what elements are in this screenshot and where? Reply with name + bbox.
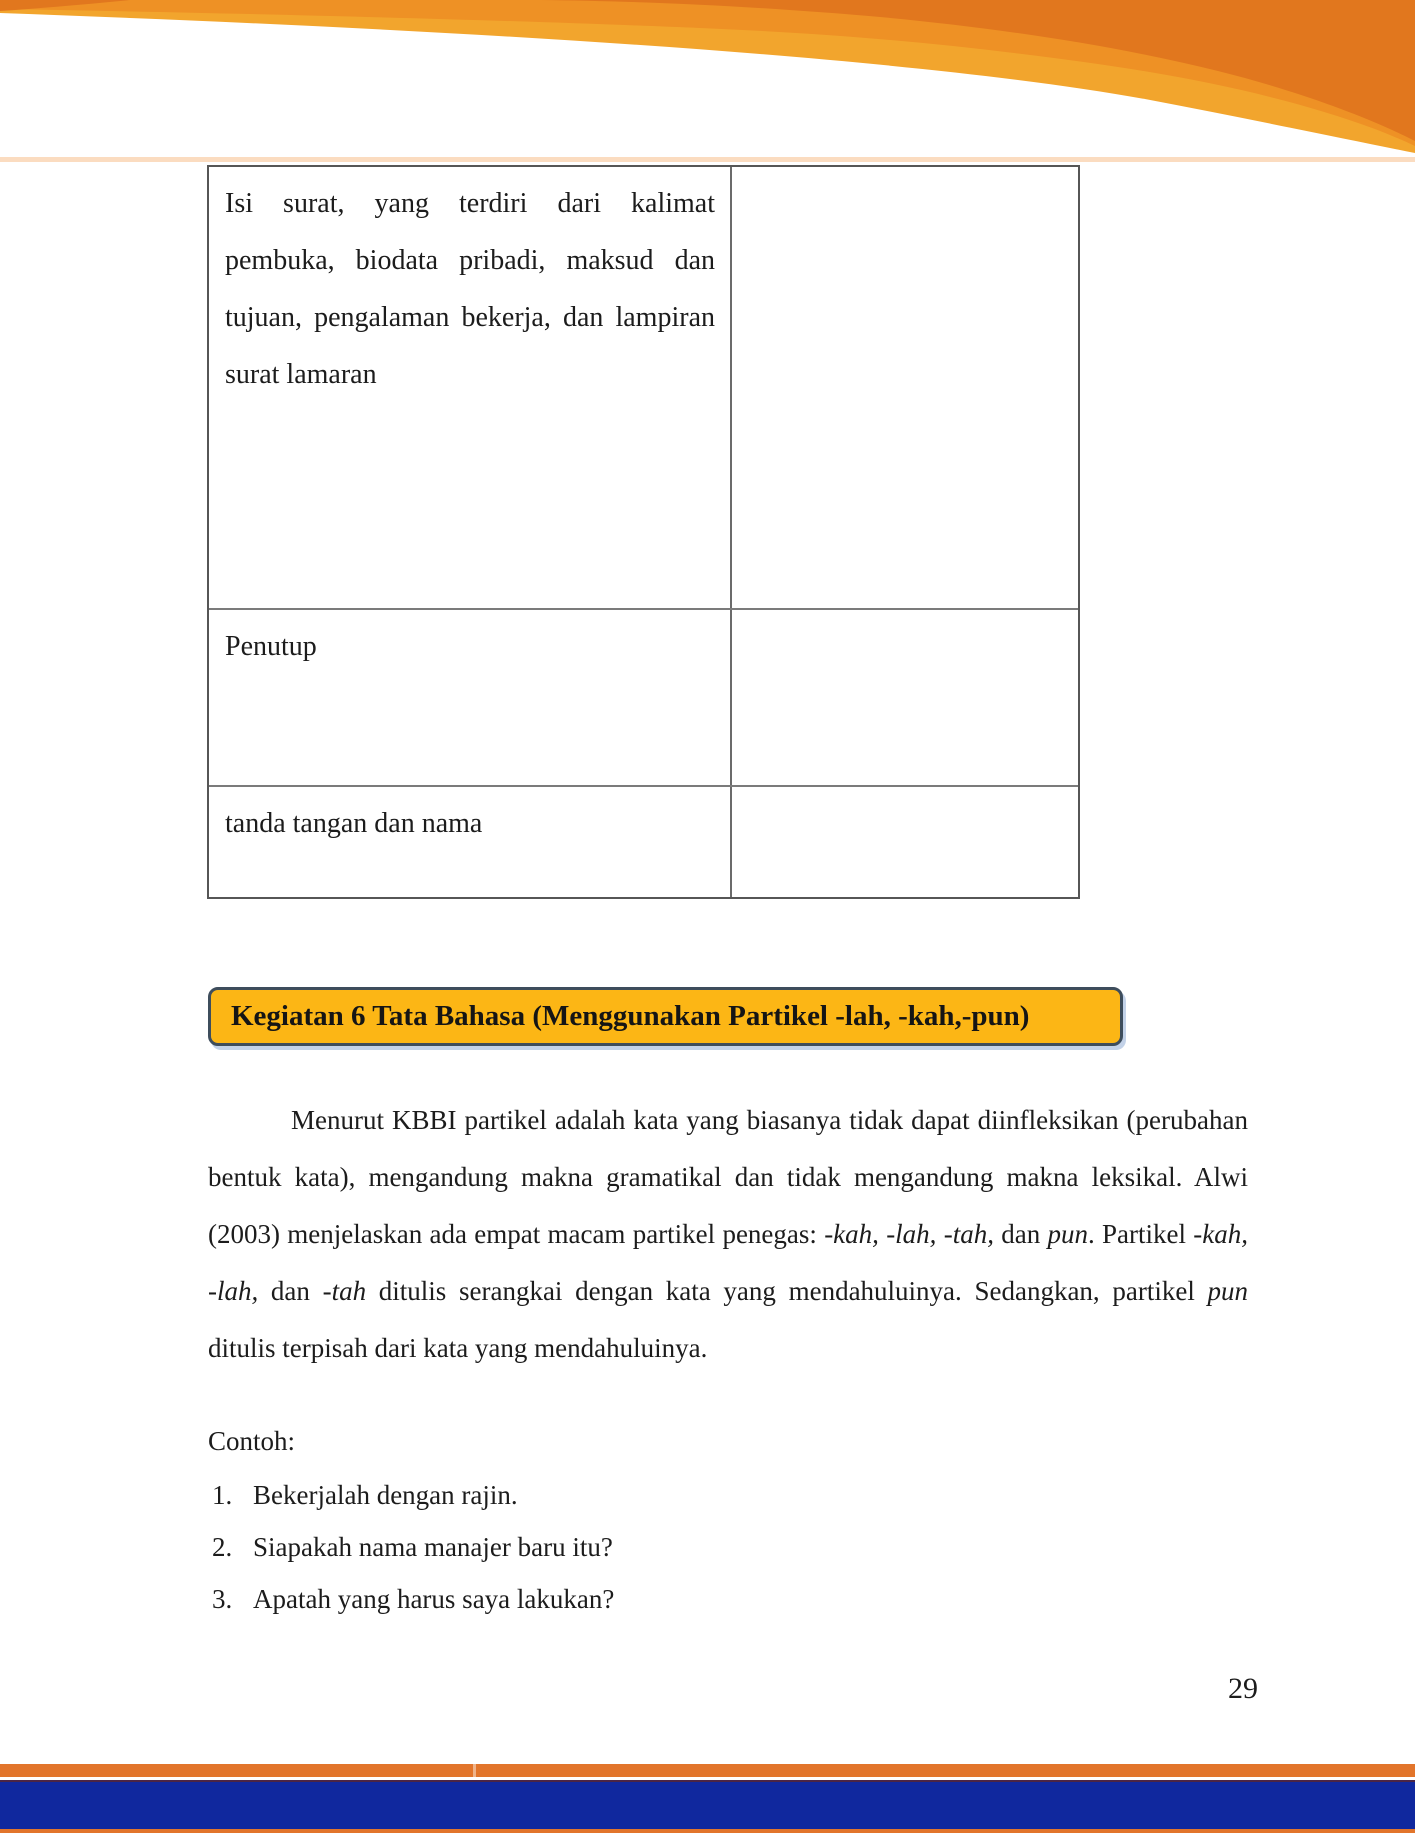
list-item-text: Bekerjalah dengan rajin. (253, 1480, 518, 1510)
examples-heading: Contoh: (208, 1426, 296, 1456)
section-banner (208, 987, 1123, 1046)
table-cell-value (732, 610, 1078, 785)
list-item (208, 1582, 1248, 1616)
page-number: 29 (1228, 1672, 1258, 1705)
list-item-number: 3. (212, 1584, 233, 1614)
list-item-number: 2. (212, 1532, 233, 1562)
table-cell-label: Penutup (209, 610, 732, 785)
table-cell-label: Isi surat, yang terdiri dari kalimat pembuka, biodata pribadi, maksud dan tujuan, pengalaman bekerja, dan lampiran surat lamaran (209, 167, 732, 608)
list-item-text: Apatah yang harus saya lakukan? (253, 1584, 615, 1614)
section-banner-title: Kegiatan 6 Tata Bahasa (Menggunakan Partikel -lah, -kah,-pun) (231, 1000, 1030, 1032)
footer-blue-bar (0, 1780, 1415, 1829)
table-cell-value (732, 167, 1078, 608)
body-paragraph: Menurut KBBI partikel adalah kata yang biasanya tidak dapat diinfleksikan (perubahan bentuk kata), mengandung makna gramatikal dan tidak mengandung makna leksikal. Alwi (2003) menjelaskan ada empat macam partikel penegas: -kah, -lah, -tah, dan pun. Partikel -kah, -lah, dan -tah ditulis serangkai dengan kata yang mendahuluinya. Sedangkan, partikel pun ditulis terpisah dari kata yang mendahuluinya. (208, 1105, 1249, 1363)
header-swoosh-graphic (0, 0, 1415, 158)
list-item-number: 1. (212, 1480, 233, 1510)
table-cell-value (732, 787, 1078, 897)
header-peach-rule (0, 157, 1415, 162)
table-row (209, 167, 1078, 608)
list-item (208, 1530, 1248, 1564)
footer-orange-bar (0, 1764, 1415, 1777)
letter-parts-table (207, 165, 1080, 899)
list-item (208, 1478, 1248, 1512)
footer-bottom-orange-strip (0, 1829, 1415, 1833)
footer-orange-bar-seam (473, 1764, 476, 1777)
list-item-text: Siapakah nama manajer baru itu? (253, 1532, 613, 1562)
table-row (209, 785, 1078, 897)
table-row (209, 608, 1078, 785)
table-cell-label: tanda tangan dan nama (209, 787, 732, 897)
